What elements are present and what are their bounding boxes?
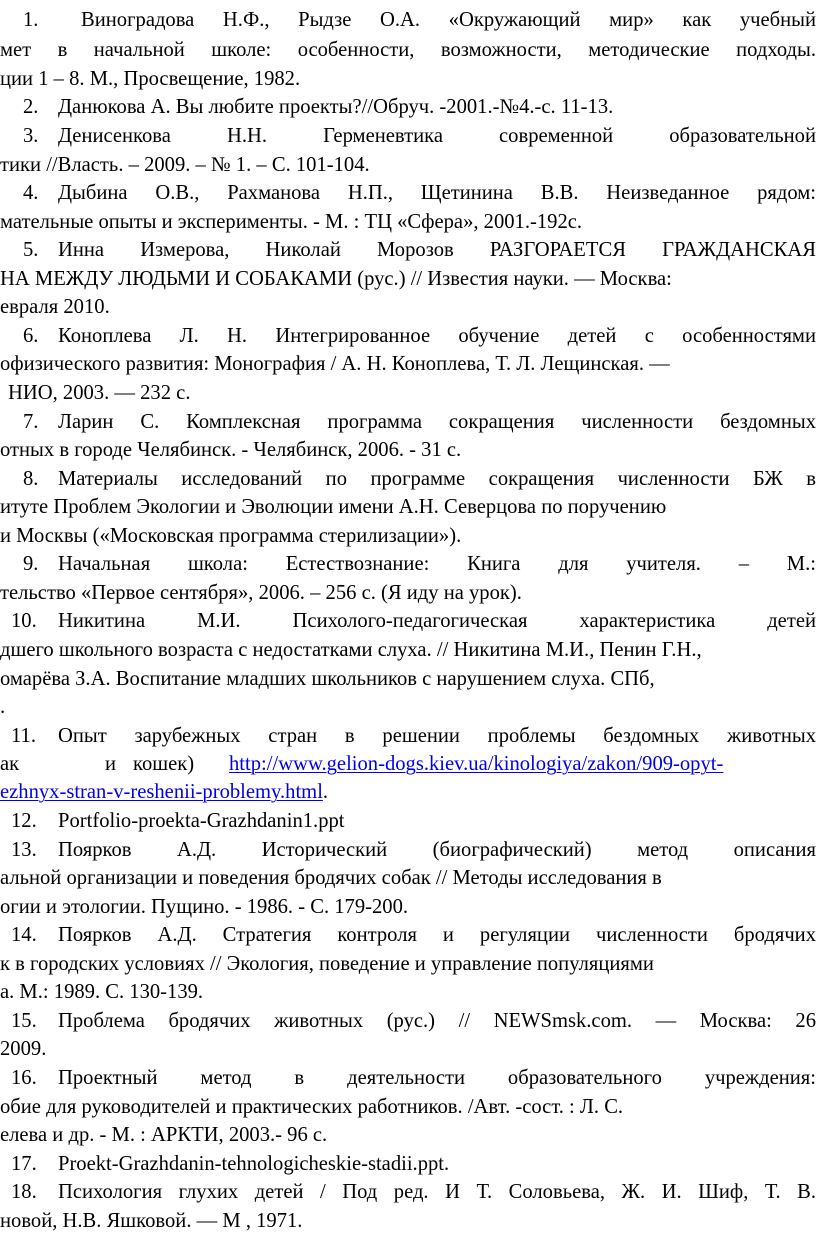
entry-text: Денисенкова Н.Н. Герменевтика современной образовательной — [58, 125, 816, 147]
entry-text: мет в начальной школе: особенности, возможности, методические подходы. — [0, 39, 816, 61]
entry-number: 8. — [23, 468, 39, 490]
entry-18-line-1 — [0, 1177, 816, 1207]
entry-text: Ларин С. Комплексная программа сокращения численности бездомных — [58, 411, 816, 433]
entry-text: ции 1 – 8. М., Просвещение, 1982. — [0, 68, 301, 90]
entry-8-line-1 — [0, 464, 816, 494]
entry-12-line-1 — [0, 806, 816, 836]
entry-10-line-2 — [0, 635, 816, 665]
entry-number: 5. — [23, 239, 39, 261]
entry-5-line-3 — [0, 292, 816, 322]
entry-number: 10. — [11, 610, 37, 632]
entry-number: 3. — [23, 125, 39, 147]
entry-text: Поярков А.Д. Исторический (биографический) метод описания — [58, 839, 816, 861]
entry-14-line-1 — [0, 920, 816, 950]
entry-text: 2009. — [0, 1038, 47, 1060]
entry-text: Коноплева Л. Н. Интегрированное обучение детей с особенностями — [58, 325, 816, 347]
entry-6-line-2 — [0, 349, 816, 379]
entry-text: отных в городе Челябинск. - Челябинск, 2006. - 31 с. — [0, 439, 462, 461]
entry-text: дшего школьного возраста с недостатками слуха. // Никитина М.И., Пенин Г.Н., — [0, 639, 702, 661]
entry-text: а. М.: 1989. С. 130-139. — [0, 981, 204, 1003]
entry-text: Поярков А.Д. Стратегия контроля и регуляции численности бродячих — [58, 924, 816, 946]
entry-number: 15. — [11, 1010, 37, 1032]
entry-1-line-2 — [0, 35, 816, 65]
entry-3-line-2 — [0, 150, 816, 180]
entry-text: тельство «Первое сентября», 2006. – 256 с. (Я иду на урок). — [0, 582, 522, 604]
entry-text: Опыт зарубежных стран в решении проблемы бездомных животных — [58, 725, 816, 747]
entry-text: Проблема бродячих животных (рус.) // NEWSmsk.com. — Москва: 26 — [58, 1010, 816, 1032]
entry-text: альной организации и поведения бродячих собак // Методы исследования в — [0, 867, 662, 889]
entry-8-line-2 — [0, 492, 816, 522]
entry-number: 2. — [23, 96, 39, 118]
entry-text: Proekt-Grazhdanin-tehnologicheskie-stadii.ppt. — [58, 1153, 450, 1175]
entry-5-line-1 — [0, 235, 816, 265]
entry-11-line-1 — [0, 721, 816, 751]
entry-7-line-2 — [0, 435, 816, 465]
entry-number: 6. — [23, 325, 39, 347]
entry-text: . — [322, 781, 329, 803]
entry-number: 11. — [11, 725, 36, 747]
entry-10-line-3 — [0, 664, 816, 694]
entry-11-line-2 — [0, 749, 816, 779]
entry-text: Никитина М.И. Психолого-педагогическая характеристика детей — [58, 610, 816, 632]
reference-link[interactable]: http://www.gelion-dogs.kiev.ua/kinologiya/zakon/909-opyt- — [229, 753, 724, 775]
entry-4-line-1 — [0, 178, 816, 208]
entry-number: 12. — [11, 810, 37, 832]
entry-number: 16. — [11, 1067, 37, 1089]
entry-text: Виноградова Н.Ф., Рыдзе О.А. «Окружающий мир» как учебный — [81, 9, 816, 31]
entry-9-line-1 — [0, 549, 816, 579]
entry-text: НА МЕЖДУ ЛЮДЬМИ И СОБАКАМИ (рус.) // Известия науки. — Москва: — [0, 268, 672, 290]
entry-text: Дыбина О.В., Рахманова Н.П., Щетинина В.В. Неизведанное рядом: — [58, 182, 816, 204]
entry-3-line-1 — [0, 121, 816, 151]
entry-1-line-3 — [0, 64, 816, 94]
entry-number: 13. — [11, 839, 37, 861]
entry-number: 7. — [23, 411, 39, 433]
entry-14-line-2 — [0, 949, 816, 979]
entry-text: новой, Н.В. Яшковой. — М , 1971. — [0, 1210, 303, 1232]
entry-text: огии и этологии. Пущино. - 1986. - С. 179-200. — [0, 896, 409, 918]
entry-2-line-1 — [0, 92, 816, 122]
entry-text: и — [105, 753, 117, 775]
entry-17-line-1 — [0, 1149, 816, 1179]
entry-text: Психология глухих детей / Под ред. И Т. Соловьева, Ж. И. Шиф, Т. В. — [58, 1181, 816, 1203]
entry-15-line-2 — [0, 1034, 816, 1064]
entry-text: Материалы исследований по программе сокращения численности БЖ в — [58, 468, 816, 490]
entry-number: 9. — [23, 553, 39, 575]
entry-8-line-3 — [0, 521, 816, 551]
entry-text: ак — [0, 753, 20, 775]
entry-text: к в городских условиях // Экология, поведение и управление популяциями — [0, 953, 654, 975]
entry-text: Инна Измерова, Николай Морозов РАЗГОРАЕТСЯ ГРАЖДАНСКАЯ — [58, 239, 816, 261]
entry-text: елева и др. - М. : АРКТИ, 2003.- 96 с. — [0, 1124, 328, 1146]
entry-5-line-2 — [0, 264, 816, 294]
entry-16-line-1 — [0, 1063, 816, 1093]
entry-11-line-3 — [0, 777, 816, 807]
entry-text: омарёва З.А. Воспитание младших школьников с нарушением слуха. СПб, — [0, 668, 655, 690]
entry-10-line-1 — [0, 606, 816, 636]
entry-text: Проектный метод в деятельности образовательного учреждения: — [58, 1067, 816, 1089]
reference-link[interactable]: ezhnyx-stran-v-reshenii-problemy.html — [0, 781, 323, 803]
entry-7-line-1 — [0, 407, 816, 437]
entry-16-line-2 — [0, 1092, 816, 1122]
entry-18-line-2 — [0, 1206, 816, 1236]
entry-10-line-4 — [0, 692, 816, 722]
entry-text: кошек) — [133, 753, 195, 775]
entry-13-line-2 — [0, 863, 816, 893]
entry-15-line-1 — [0, 1006, 816, 1036]
entry-6-line-1 — [0, 321, 816, 351]
entry-14-line-3 — [0, 977, 816, 1007]
entry-9-line-2 — [0, 578, 816, 608]
entry-text: . — [0, 696, 6, 718]
entry-text: НИО, 2003. — 232 с. — [8, 382, 191, 404]
entry-text: итуте Проблем Экологии и Эволюции имени А.Н. Северцова по поручению — [0, 496, 667, 518]
entry-number: 17. — [11, 1153, 37, 1175]
entry-6-line-3 — [0, 378, 816, 408]
entry-16-line-3 — [0, 1120, 816, 1150]
entry-text: Данюкова А. Вы любите проекты?//Обруч. -2001.-№4.-с. 11-13. — [58, 96, 614, 118]
entry-text: мательные опыты и эксперименты. - М. : ТЦ «Сфера», 2001.-192с. — [0, 211, 583, 233]
entry-text: Portfolio-proekta-Grazhdanin1.ppt — [58, 810, 345, 832]
entry-text: Начальная школа: Естествознание: Книга для учителя. – М.: — [58, 553, 816, 575]
entry-text: офизического развития: Монография / А. Н. Коноплева, Т. Л. Лещинская. — — [0, 353, 670, 375]
entry-1-line-1 — [0, 5, 816, 35]
entry-number: 18. — [11, 1181, 37, 1203]
entry-text: тики //Власть. – 2009. – № 1. – С. 101-104. — [0, 154, 370, 176]
entry-13-line-1 — [0, 835, 816, 865]
entry-text: обие для руководителей и практических работников. /Авт. -сост. : Л. С. — [0, 1096, 624, 1118]
entry-number: 4. — [23, 182, 39, 204]
entry-13-line-3 — [0, 892, 816, 922]
entry-number: 14. — [11, 924, 37, 946]
entry-text: и Москвы («Московская программа стерилизации»). — [0, 525, 462, 547]
entry-4-line-2 — [0, 207, 816, 237]
entry-number: 1. — [23, 9, 39, 31]
entry-text: евраля 2010. — [0, 296, 110, 318]
